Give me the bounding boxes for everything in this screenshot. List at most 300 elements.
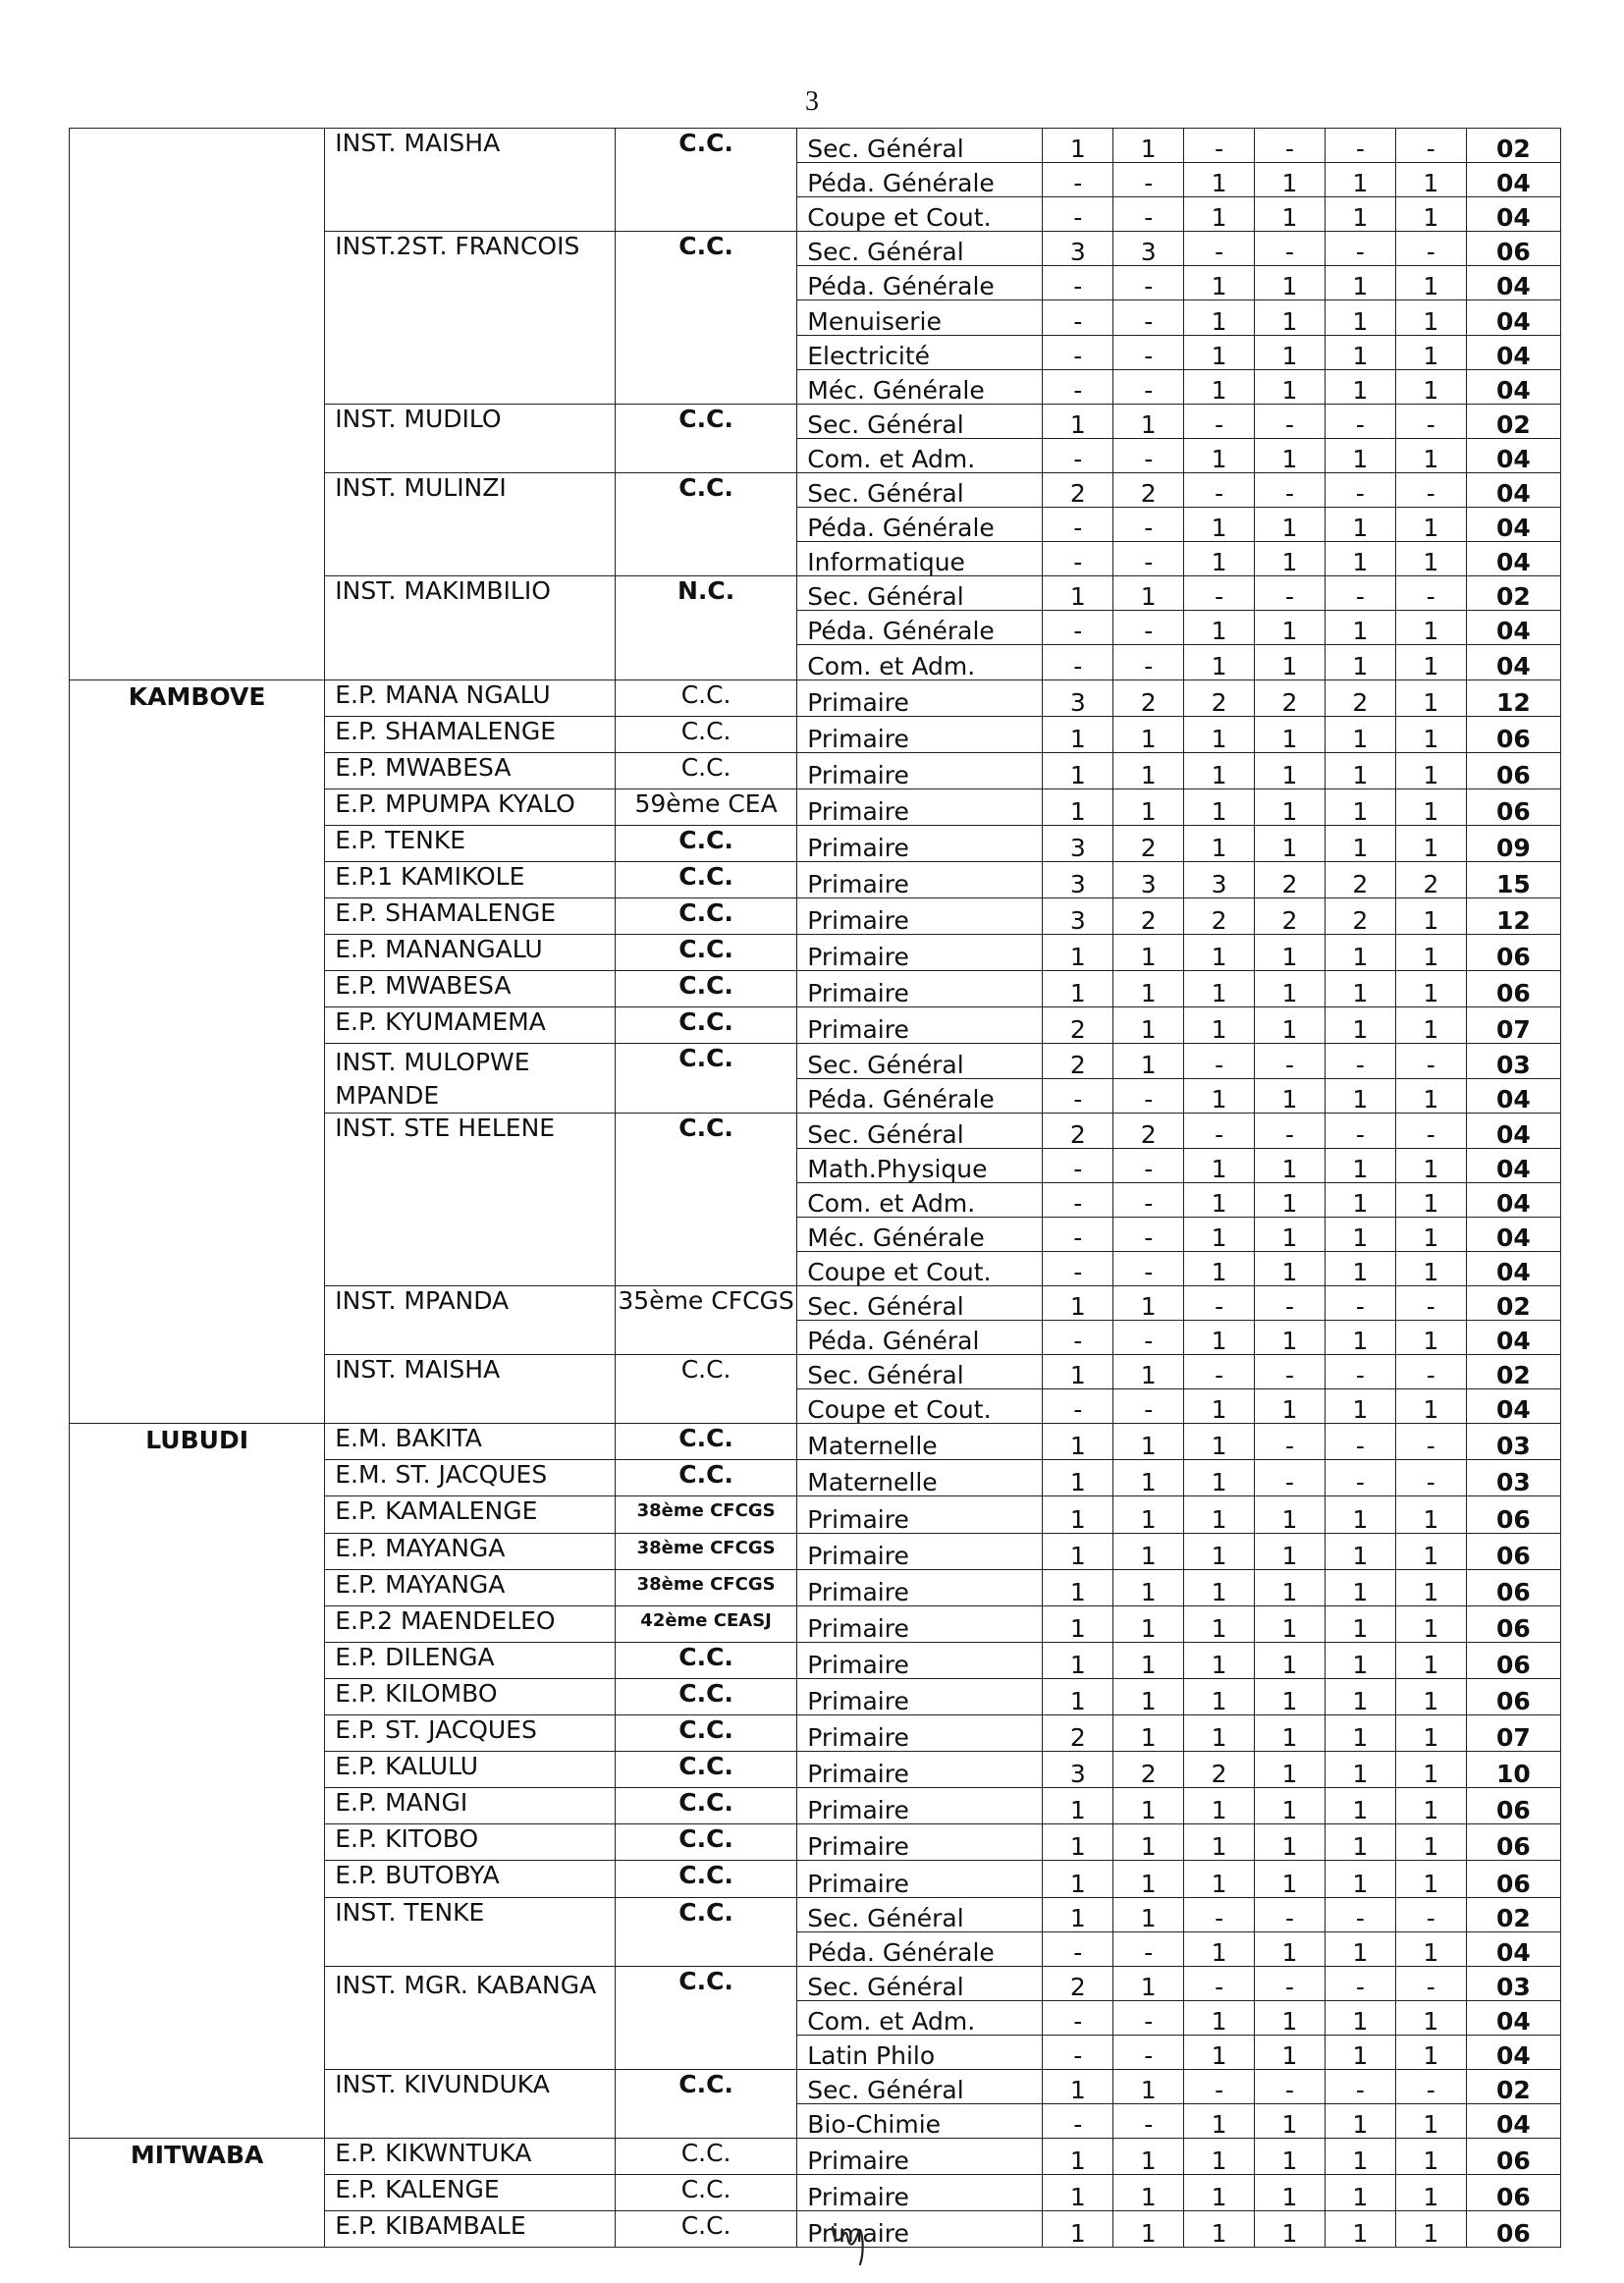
class-count-cell: - [1255,1424,1326,1460]
school-name: INST. TENKE [325,1897,616,1966]
class-count-cell: 1 [1395,611,1466,645]
class-count-cell: 1 [1043,1569,1113,1605]
section-cell: Coupe et Cout. [797,1251,1043,1285]
class-count-cell: - [1325,2069,1395,2103]
class-count-cell: 2 [1043,1007,1113,1044]
class-count-cell: - [1325,1460,1395,1496]
class-count-cell: 2 [1113,679,1184,716]
class-count-cell: - [1113,2035,1184,2069]
class-count-cell: 1 [1325,971,1395,1007]
school-name: E.P. KILOMBO [325,1678,616,1714]
class-count-cell: 1 [1325,1824,1395,1861]
class-count-cell: - [1395,1355,1466,1389]
total-cell: 04 [1466,1078,1560,1114]
class-count-cell: 1 [1325,1533,1395,1569]
class-count-cell: 1 [1113,716,1184,752]
class-count-cell: 1 [1395,300,1466,335]
class-count-cell: 2 [1255,861,1326,897]
class-count-cell: - [1255,129,1326,163]
class-count-cell: 1 [1184,1460,1255,1496]
class-count-cell: 1 [1113,1861,1184,1897]
section-cell: Primaire [797,788,1043,825]
total-cell: 03 [1466,1966,1560,2000]
class-count-cell: - [1395,1044,1466,1079]
class-count-cell: - [1113,2104,1184,2139]
school-name: INST. STE HELENE [325,1114,616,1285]
class-count-cell: 1 [1255,1931,1326,1966]
section-cell: Péda. Général [797,1321,1043,1355]
school-name: E.P. MANGI [325,1788,616,1824]
class-count-cell: 1 [1113,1897,1184,1931]
regime-cell: C.C. [615,1966,796,2069]
class-count-cell: - [1113,1321,1184,1355]
class-count-cell: 1 [1255,752,1326,788]
class-count-cell: 1 [1184,1078,1255,1114]
signature-mark [825,2207,884,2266]
school-name: E.P. MWABESA [325,971,616,1007]
class-count-cell: 1 [1325,1752,1395,1788]
class-count-cell: - [1043,611,1113,645]
class-count-cell: 1 [1113,2175,1184,2211]
regime-cell: C.C. [615,825,796,861]
class-count-cell: 1 [1255,1078,1326,1114]
class-count-cell: 1 [1325,1078,1395,1114]
class-count-cell: - [1113,335,1184,369]
class-count-cell: 1 [1043,576,1113,611]
class-count-cell: 2 [1113,1752,1184,1788]
district-cell: LUBUDI [70,1424,325,2139]
class-count-cell: 1 [1325,2104,1395,2139]
class-count-cell: 2 [1325,679,1395,716]
table-row [70,2139,1561,2175]
class-count-cell: - [1113,369,1184,404]
regime-cell: C.C. [615,1044,796,1114]
class-count-cell: 3 [1043,898,1113,935]
class-count-cell: 1 [1325,788,1395,825]
class-count-cell: - [1255,232,1326,266]
class-count-cell: 1 [1325,935,1395,971]
regime-cell: 38ème CFCGS [615,1533,796,1569]
class-count-cell: 2 [1113,472,1184,507]
class-count-cell: 1 [1043,971,1113,1007]
class-count-cell: - [1113,163,1184,197]
regime-cell: 38ème CFCGS [615,1496,796,1533]
class-count-cell: 1 [1043,1678,1113,1714]
class-count-cell: 1 [1043,2175,1113,2211]
class-count-cell: 1 [1395,2000,1466,2035]
class-count-cell: 1 [1325,300,1395,335]
school-name: INST. MULOPWE MPANDE [325,1044,616,1114]
class-count-cell: 3 [1043,861,1113,897]
total-cell: 04 [1466,369,1560,404]
section-cell: Sec. Général [797,576,1043,611]
section-cell: Menuiserie [797,300,1043,335]
total-cell: 04 [1466,163,1560,197]
class-count-cell: 2 [1043,1966,1113,2000]
class-count-cell: 1 [1113,935,1184,971]
district-cell: MITWABA [70,2139,325,2248]
total-cell: 04 [1466,1321,1560,1355]
class-count-cell: 1 [1395,1182,1466,1217]
class-count-cell: 1 [1395,825,1466,861]
class-count-cell: 1 [1325,163,1395,197]
class-count-cell: - [1043,2104,1113,2139]
school-name: E.P. DILENGA [325,1642,616,1678]
section-cell: Informatique [797,542,1043,576]
class-count-cell: 1 [1184,971,1255,1007]
class-count-cell: 1 [1043,1496,1113,1533]
class-count-cell: 1 [1043,716,1113,752]
class-count-cell: 1 [1325,1182,1395,1217]
section-cell: Sec. Général [797,1966,1043,2000]
total-cell: 06 [1466,1678,1560,1714]
class-count-cell: 1 [1113,404,1184,438]
class-count-cell: 1 [1395,1496,1466,1533]
class-count-cell: - [1043,438,1113,472]
class-count-cell: 1 [1184,300,1255,335]
class-count-cell: - [1325,576,1395,611]
class-count-cell: 1 [1325,825,1395,861]
class-count-cell: 1 [1255,1715,1326,1752]
class-count-cell: - [1113,611,1184,645]
class-count-cell: 1 [1255,2000,1326,2035]
section-cell: Coupe et Cout. [797,1389,1043,1424]
class-count-cell: - [1325,1285,1395,1320]
class-count-cell: 1 [1113,1788,1184,1824]
class-count-cell: 1 [1325,2035,1395,2069]
regime-cell: C.C. [615,1715,796,1752]
section-cell: Primaire [797,1861,1043,1897]
class-count-cell: 1 [1043,129,1113,163]
class-count-cell: 1 [1255,1861,1326,1897]
total-cell: 07 [1466,1007,1560,1044]
total-cell: 04 [1466,542,1560,576]
class-count-cell: - [1255,2069,1326,2103]
class-count-cell: 1 [1113,1605,1184,1642]
class-count-cell: 1 [1184,1533,1255,1569]
class-count-cell: - [1113,197,1184,232]
section-cell: Primaire [797,1642,1043,1678]
class-count-cell: - [1184,1044,1255,1079]
section-cell: Bio-Chimie [797,2104,1043,2139]
class-count-cell: - [1043,335,1113,369]
class-count-cell: 1 [1255,438,1326,472]
total-cell: 04 [1466,1217,1560,1251]
class-count-cell: - [1325,1044,1395,1079]
class-count-cell: 1 [1113,129,1184,163]
total-cell: 02 [1466,1355,1560,1389]
class-count-cell: 1 [1255,1824,1326,1861]
class-count-cell: - [1043,197,1113,232]
total-cell: 06 [1466,2139,1560,2175]
school-name: INST. MUDILO [325,404,616,472]
class-count-cell: - [1255,1460,1326,1496]
school-name: E.P. KIKWNTUKA [325,2139,616,2175]
section-cell: Primaire [797,1605,1043,1642]
section-cell: Primaire [797,679,1043,716]
regime-cell: C.C. [615,1788,796,1824]
class-count-cell: 1 [1113,1824,1184,1861]
class-count-cell: 1 [1184,645,1255,679]
total-cell: 04 [1466,611,1560,645]
class-count-cell: 1 [1113,2069,1184,2103]
class-count-cell: 1 [1043,788,1113,825]
class-count-cell: 1 [1113,1642,1184,1678]
class-count-cell: 1 [1255,2211,1326,2248]
total-cell: 02 [1466,1285,1560,1320]
regime-cell: N.C. [615,576,796,679]
page-number: 3 [805,86,819,117]
class-count-cell: 1 [1043,1424,1113,1460]
class-count-cell: 1 [1325,197,1395,232]
regime-cell: C.C. [615,2069,796,2138]
table-row [70,679,1561,716]
class-count-cell: 1 [1255,163,1326,197]
total-cell: 04 [1466,472,1560,507]
class-count-cell: 1 [1113,1496,1184,1533]
district-cell: KAMBOVE [70,679,325,1424]
total-cell: 04 [1466,2000,1560,2035]
regime-cell: C.C. [615,935,796,971]
class-count-cell: 1 [1325,1217,1395,1251]
class-count-cell: - [1113,508,1184,542]
class-count-cell: 1 [1395,1007,1466,1044]
regime-cell: 35ème CFCGS [615,1285,796,1354]
total-cell: 06 [1466,1569,1560,1605]
class-count-cell: - [1395,576,1466,611]
class-count-cell: 3 [1113,232,1184,266]
class-count-cell: 1 [1395,1824,1466,1861]
regime-cell: C.C. [615,1897,796,1966]
class-count-cell: - [1113,266,1184,300]
class-count-cell: 1 [1395,1217,1466,1251]
class-count-cell: 1 [1255,1569,1326,1605]
class-count-cell: 1 [1255,645,1326,679]
class-count-cell: - [1113,645,1184,679]
class-count-cell: 1 [1325,542,1395,576]
class-count-cell: 1 [1395,1148,1466,1182]
class-count-cell: - [1184,1966,1255,2000]
class-count-cell: 1 [1255,1389,1326,1424]
section-cell: Primaire [797,935,1043,971]
class-count-cell: 1 [1113,1715,1184,1752]
section-cell: Sec. Général [797,1285,1043,1320]
class-count-cell: 1 [1184,266,1255,300]
class-count-cell: 1 [1184,611,1255,645]
class-count-cell: 1 [1184,752,1255,788]
class-count-cell: 1 [1043,404,1113,438]
class-count-cell: 1 [1184,438,1255,472]
class-count-cell: 1 [1113,1533,1184,1569]
class-count-cell: - [1325,1355,1395,1389]
class-count-cell: 1 [1184,542,1255,576]
class-count-cell: 1 [1395,1533,1466,1569]
section-cell: Sec. Général [797,2069,1043,2103]
school-name: INST. MPANDA [325,1285,616,1354]
school-name: E.M. BAKITA [325,1424,616,1460]
class-count-cell: 1 [1255,1251,1326,1285]
section-cell: Péda. Générale [797,266,1043,300]
section-cell: Péda. Générale [797,1931,1043,1966]
class-count-cell: 3 [1043,232,1113,266]
section-cell: Sec. Général [797,1355,1043,1389]
school-name: E.P. KALENGE [325,2175,616,2211]
class-count-cell: 1 [1395,1569,1466,1605]
class-count-cell: 1 [1113,1966,1184,2000]
class-count-cell: 1 [1395,197,1466,232]
school-name: E.P. KITOBO [325,1824,616,1861]
total-cell: 06 [1466,971,1560,1007]
total-cell: 04 [1466,438,1560,472]
class-count-cell: 1 [1255,1678,1326,1714]
regime-cell: C.C. [615,1678,796,1714]
total-cell: 06 [1466,2211,1560,2248]
class-count-cell: 2 [1395,861,1466,897]
class-count-cell: - [1184,1355,1255,1389]
class-count-cell: 2 [1113,898,1184,935]
class-count-cell: - [1043,2000,1113,2035]
school-name: E.P. BUTOBYA [325,1861,616,1897]
total-cell: 04 [1466,266,1560,300]
section-cell: Méc. Générale [797,1217,1043,1251]
class-count-cell: - [1325,129,1395,163]
class-count-cell: 1 [1255,335,1326,369]
class-count-cell: 1 [1325,2211,1395,2248]
class-count-cell: 1 [1325,2175,1395,2211]
school-name: E.P. KALULU [325,1752,616,1788]
class-count-cell: - [1255,1044,1326,1079]
class-count-cell: - [1184,129,1255,163]
class-count-cell: 1 [1113,752,1184,788]
regime-cell: C.C. [615,679,796,716]
class-count-cell: 1 [1184,1642,1255,1678]
section-cell: Sec. Général [797,1044,1043,1079]
total-cell: 10 [1466,1752,1560,1788]
total-cell: 06 [1466,752,1560,788]
table-row [70,1424,1561,1460]
class-count-cell: 1 [1325,1931,1395,1966]
class-count-cell: 1 [1325,1569,1395,1605]
class-count-cell: 1 [1325,1251,1395,1285]
class-count-cell: - [1043,369,1113,404]
class-count-cell: 1 [1395,369,1466,404]
class-count-cell: - [1043,1148,1113,1182]
section-cell: Primaire [797,971,1043,1007]
class-count-cell: 1 [1043,752,1113,788]
school-name: E.M. ST. JACQUES [325,1460,616,1496]
class-count-cell: - [1113,1389,1184,1424]
class-count-cell: - [1043,1251,1113,1285]
school-name: E.P. MAYANGA [325,1569,616,1605]
school-name: INST. MGR. KABANGA [325,1966,616,2069]
class-count-cell: 1 [1255,2104,1326,2139]
class-count-cell: 2 [1255,679,1326,716]
class-count-cell: 1 [1043,2139,1113,2175]
class-count-cell: 1 [1184,1569,1255,1605]
total-cell: 04 [1466,1251,1560,1285]
regime-cell: C.C. [615,1007,796,1044]
class-count-cell: - [1395,472,1466,507]
class-count-cell: - [1395,1114,1466,1148]
class-count-cell: - [1043,645,1113,679]
class-count-cell: 1 [1255,716,1326,752]
regime-cell: C.C. [615,1460,796,1496]
class-count-cell: - [1113,1078,1184,1114]
school-name: E.P. SHAMALENGE [325,716,616,752]
section-cell: Sec. Général [797,1114,1043,1148]
class-count-cell: 1 [1395,438,1466,472]
class-count-cell: - [1184,2069,1255,2103]
school-name: E.P. ST. JACQUES [325,1715,616,1752]
class-count-cell: - [1255,1897,1326,1931]
class-count-cell: 1 [1395,2104,1466,2139]
class-count-cell: - [1184,576,1255,611]
section-cell: Méc. Générale [797,369,1043,404]
class-count-cell: - [1113,1148,1184,1182]
class-count-cell: 1 [1113,576,1184,611]
class-count-cell: 1 [1184,1715,1255,1752]
section-cell: Primaire [797,898,1043,935]
school-name: E.P. MANA NGALU [325,679,616,716]
class-count-cell: 2 [1043,1114,1113,1148]
class-count-cell: - [1043,1389,1113,1424]
class-count-cell: 1 [1395,1251,1466,1285]
school-name: E.P.2 MAENDELEO [325,1605,616,1642]
class-count-cell: - [1255,472,1326,507]
class-count-cell: - [1255,1966,1326,2000]
table-body [70,129,1561,2248]
class-count-cell: 1 [1325,1678,1395,1714]
section-cell: Sec. Général [797,232,1043,266]
class-count-cell: - [1113,1931,1184,1966]
class-count-cell: 3 [1043,825,1113,861]
total-cell: 09 [1466,825,1560,861]
class-count-cell: 1 [1255,266,1326,300]
regime-cell: C.C. [615,752,796,788]
class-count-cell: 1 [1255,788,1326,825]
class-count-cell: - [1113,1251,1184,1285]
class-count-cell: 1 [1395,2175,1466,2211]
class-count-cell: 2 [1184,679,1255,716]
class-count-cell: - [1043,1217,1113,1251]
class-count-cell: - [1255,1285,1326,1320]
section-cell: Primaire [797,1496,1043,1533]
section-cell: Péda. Générale [797,611,1043,645]
class-count-cell: 1 [1113,1460,1184,1496]
class-count-cell: 1 [1184,1251,1255,1285]
regime-cell: C.C. [615,716,796,752]
section-cell: Electricité [797,335,1043,369]
class-count-cell: - [1113,2000,1184,2035]
school-name: E.P. KYUMAMEMA [325,1007,616,1044]
class-count-cell: 1 [1043,1460,1113,1496]
class-count-cell: 1 [1325,1389,1395,1424]
class-count-cell: 1 [1395,163,1466,197]
class-count-cell: 1 [1184,1824,1255,1861]
class-count-cell: - [1113,1182,1184,1217]
class-count-cell: - [1043,163,1113,197]
class-count-cell: 3 [1043,679,1113,716]
school-name: E.P. KAMALENGE [325,1496,616,1533]
class-count-cell: 1 [1325,1148,1395,1182]
section-cell: Sec. Général [797,472,1043,507]
total-cell: 06 [1466,2175,1560,2211]
total-cell: 04 [1466,1114,1560,1148]
class-count-cell: - [1255,1114,1326,1148]
class-count-cell: - [1395,1460,1466,1496]
class-count-cell: 1 [1184,1217,1255,1251]
class-count-cell: - [1043,266,1113,300]
